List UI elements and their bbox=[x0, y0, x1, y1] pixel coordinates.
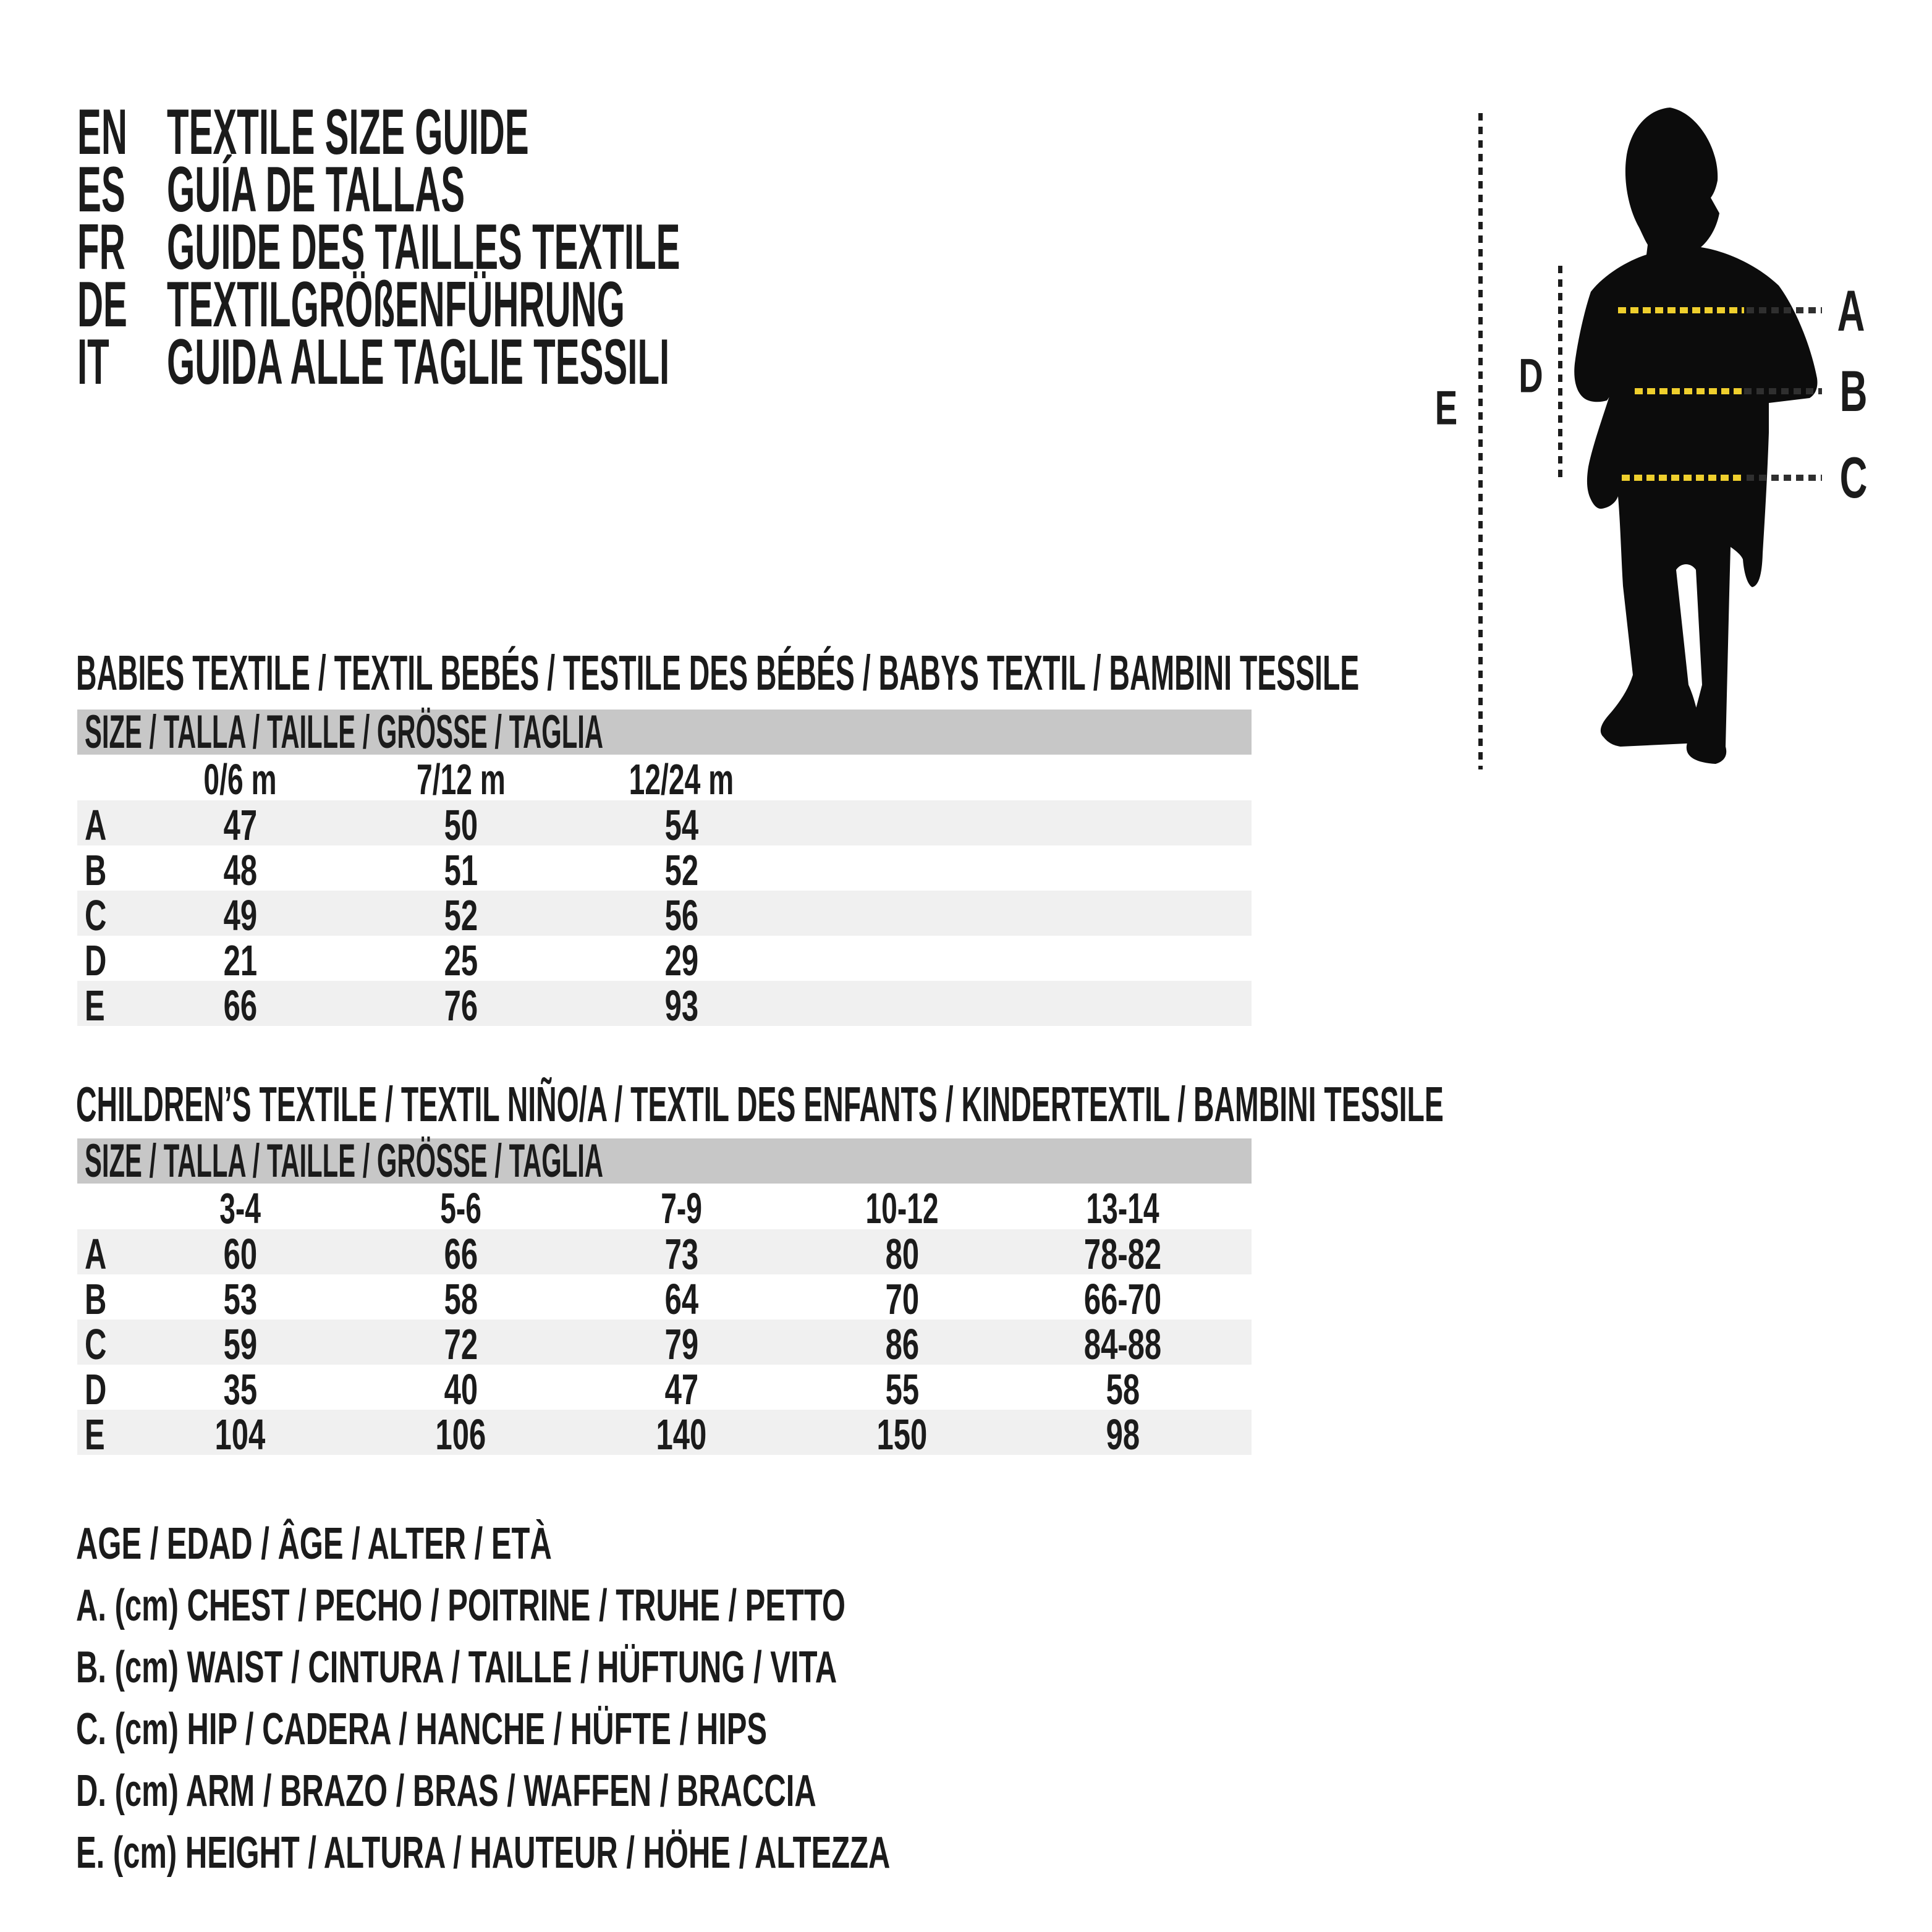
table-row: E 66 76 93 bbox=[77, 981, 1252, 1026]
babies-col-12-24m: 12/24 m bbox=[629, 755, 734, 803]
legend-age: AGE / EDAD / ÂGE / ALTER / ETÀ bbox=[76, 1519, 552, 1569]
lang-title-es: GUÍA DE TALLAS bbox=[167, 154, 465, 226]
lang-code-de: DE bbox=[77, 269, 127, 341]
table-row: B 48 51 52 bbox=[85, 846, 698, 894]
babies-table bbox=[77, 706, 1252, 1030]
lang-code-it: IT bbox=[77, 326, 109, 398]
table-row: C 49 52 56 bbox=[77, 891, 1252, 936]
children-table bbox=[77, 1135, 1252, 1459]
hip-line-yellow bbox=[1622, 475, 1742, 481]
marker-label-e: E bbox=[1434, 380, 1458, 435]
waist-line-dash bbox=[1744, 388, 1822, 394]
children-col-7-9: 7-9 bbox=[661, 1184, 702, 1232]
table-row: D 21 25 29 bbox=[85, 936, 698, 985]
children-size-header-bar: SIZE / TALLA / TAILLE / GRÖSSE / TAGLIA bbox=[77, 1138, 1252, 1184]
babies-section-title: BABIES TEXTILE / TEXTIL BEBÉS / TESTILE DES BÉBÉS / BABYS TEXTIL / BAMBINI TESSILE bbox=[76, 645, 1360, 700]
lang-title-fr: GUIDE DES TAILLES TEXTILE bbox=[167, 211, 680, 283]
table-row: C 59 72 79 86 84-88 bbox=[77, 1320, 1252, 1365]
table-row: D 35 40 47 55 58 bbox=[85, 1365, 1140, 1413]
legend-waist: B. (cm) WAIST / CINTURA / TAILLE / HÜFTUNG / VITA bbox=[76, 1643, 837, 1692]
arm-measure-line-D bbox=[1558, 266, 1562, 481]
marker-label-c: C bbox=[1839, 445, 1868, 510]
hip-line-dash bbox=[1747, 475, 1822, 481]
table-row: A 47 50 54 bbox=[77, 800, 1252, 845]
lang-code-fr: FR bbox=[77, 211, 125, 283]
legend-arm: D. (cm) ARM / BRAZO / BRAS / WAFFEN / BRACCIA bbox=[76, 1766, 816, 1816]
children-col-13-14: 13-14 bbox=[1086, 1184, 1159, 1232]
marker-label-b: B bbox=[1839, 358, 1868, 423]
table-row: E 104 106 140 150 98 bbox=[77, 1410, 1252, 1455]
lang-code-en: EN bbox=[77, 96, 127, 168]
children-section-title: CHILDREN’S TEXTILE / TEXTIL NIÑO/A / TEXTIL DES ENFANTS / KINDERTEXTIL / BAMBINI TESSILE bbox=[76, 1077, 1444, 1132]
lang-code-es: ES bbox=[77, 154, 125, 226]
table-row: B 53 58 64 70 66-70 bbox=[85, 1275, 1162, 1323]
lang-title-en: TEXTILE SIZE GUIDE bbox=[167, 96, 529, 168]
babies-size-header-bar: SIZE / TALLA / TAILLE / GRÖSSE / TAGLIA bbox=[77, 710, 1252, 755]
children-column-headers bbox=[77, 1184, 1252, 1232]
babies-col-0-6m: 0/6 m bbox=[203, 755, 277, 803]
legend-height: E. (cm) HEIGHT / ALTURA / HAUTEUR / HÖHE / ALTEZZA bbox=[76, 1828, 891, 1878]
legend-chest: A. (cm) CHEST / PECHO / POITRINE / TRUHE / PETTO bbox=[76, 1581, 845, 1630]
children-col-10-12: 10-12 bbox=[865, 1184, 939, 1232]
lang-title-it: GUIDA ALLE TAGLIE TESSILI bbox=[167, 326, 670, 398]
chest-line-yellow bbox=[1618, 307, 1744, 313]
lang-title-de: TEXTILGRÖßENFÜHRUNG bbox=[167, 269, 625, 341]
language-header bbox=[77, 96, 1083, 398]
babies-column-headers bbox=[77, 755, 1252, 803]
waist-line-yellow bbox=[1635, 388, 1742, 394]
marker-label-d: D bbox=[1519, 348, 1543, 403]
measurement-legend bbox=[76, 1513, 1273, 1884]
table-row: A 60 66 73 80 78-82 bbox=[77, 1229, 1252, 1274]
legend-hip: C. (cm) HIP / CADERA / HANCHE / HÜFTE / HIPS bbox=[76, 1705, 768, 1754]
children-col-3-4: 3-4 bbox=[219, 1184, 261, 1232]
children-col-5-6: 5-6 bbox=[440, 1184, 481, 1232]
chest-line-dash bbox=[1747, 307, 1822, 313]
babies-col-7-12m: 7/12 m bbox=[416, 755, 506, 803]
marker-label-a: A bbox=[1837, 278, 1865, 343]
